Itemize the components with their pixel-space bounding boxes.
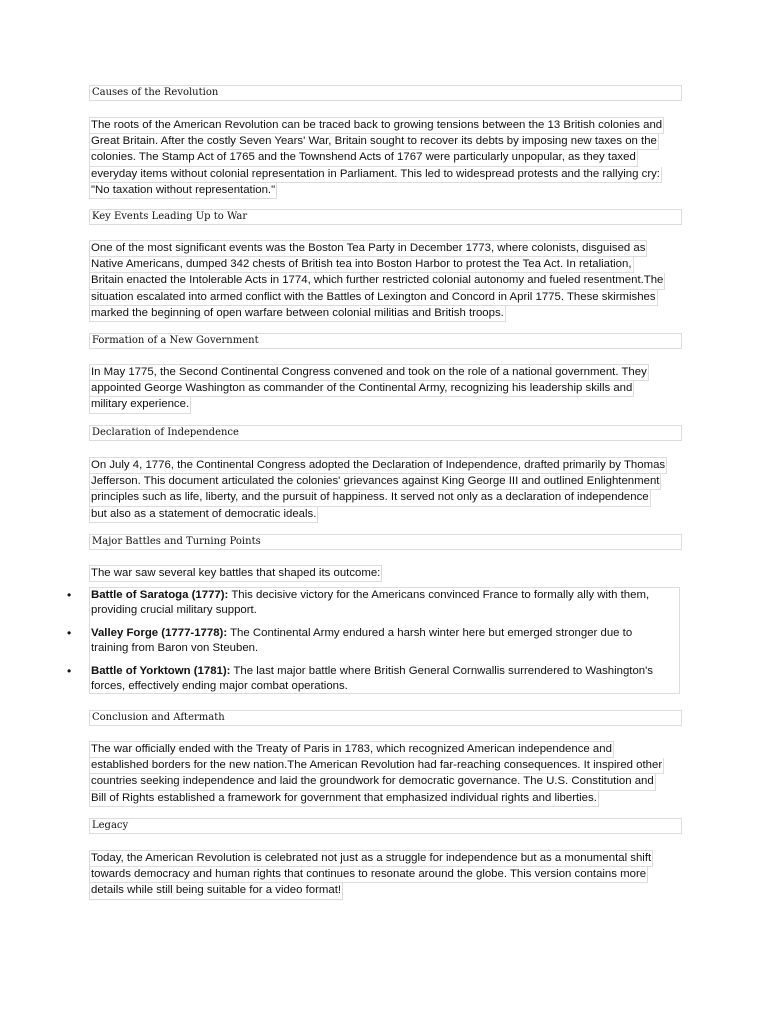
paragraph-line: but also as a statement of democratic ideals.	[89, 507, 318, 523]
paragraph-line: countries seeking independence and laid the groundwork for democratic governance. The U.S. Constitution and	[89, 774, 656, 790]
list-item-title: Battle of Saratoga (1777):	[91, 589, 229, 601]
paragraph-line: Jefferson. This document articulated the colonies' grievances against King George III and outlined Enlightenment	[89, 474, 661, 490]
list-item-title: Valley Forge (1777-1778):	[91, 627, 228, 639]
section-heading: Key Events Leading Up to War	[89, 209, 682, 225]
paragraph-line: Great Britain. After the costly Seven Years' War, Britain sought to recover its debts by imposing new taxes on the	[89, 134, 659, 150]
section-paragraph	[89, 457, 677, 523]
paragraph-line: principles such as life, liberty, and the pursuit of happiness. It served not only as a declaration of independence	[89, 490, 651, 506]
list-item-text: providing crucial military support.	[91, 604, 257, 617]
section-paragraph	[89, 741, 677, 807]
paragraph-line: In May 1775, the Second Continental Congress convened and took on the role of a national government. They	[89, 364, 649, 381]
list-item	[91, 626, 678, 656]
bullet-marker: •	[67, 626, 72, 640]
bullet-marker: •	[67, 588, 72, 602]
section-paragraph	[89, 850, 677, 900]
paragraph-line: Native Americans, dumped 342 chests of British tea into Boston Harbor to protest the Tea Act. In retaliation,	[89, 257, 634, 273]
paragraph-line: The war officially ended with the Treaty of Paris in 1783, which recognized American independence and	[89, 741, 614, 758]
section-heading: Declaration of Independence	[89, 425, 682, 441]
list-item	[91, 664, 678, 694]
section-heading: Conclusion and Aftermath	[89, 710, 682, 726]
paragraph-line: "No taxation without representation."	[89, 183, 277, 199]
list-item-text: forces, effectively ending major combat operations.	[91, 680, 348, 693]
section-heading: Legacy	[89, 818, 682, 834]
paragraph-line: military experience.	[89, 397, 191, 413]
paragraph-line: situation escalated into armed conflict with the Battles of Lexington and Concord in April 1775. These skirmishes	[89, 290, 658, 306]
bullet-marker: •	[67, 664, 72, 678]
section-paragraph	[89, 364, 677, 414]
list-item	[91, 588, 678, 618]
paragraph-line: appointed George Washington as commander of the Continental Army, recognizing his leadership skills and	[89, 381, 634, 397]
section-paragraph	[89, 240, 677, 322]
section-heading: Major Battles and Turning Points	[89, 534, 682, 550]
paragraph-line: towards democracy and human rights that continues to resonate around the globe. This version contains more	[89, 867, 648, 883]
list-item-text: The Continental Army endured a harsh winter here but emerged stronger due to	[227, 627, 633, 639]
paragraph-line: On July 4, 1776, the Continental Congress adopted the Declaration of Independence, drafted primarily by Thomas	[89, 457, 667, 474]
paragraph-line: everyday items without colonial representation in Parliament. This led to widespread protests and the rallying cry:	[89, 167, 662, 183]
paragraph-line: details while still being suitable for a video format!	[89, 883, 343, 899]
paragraph-line: One of the most significant events was the Boston Tea Party in December 1773, where colonists, disguised as	[89, 240, 647, 257]
paragraph-line: Britain enacted the Intolerable Acts in 1774, which further restricted colonial autonomy and fueled resentment.The	[89, 273, 665, 289]
paragraph-line: marked the beginning of open warfare between colonial militias and British troops.	[89, 306, 506, 322]
paragraph-line: established borders for the new nation.The American Revolution had far-reaching consequences. It inspired other	[89, 758, 664, 774]
paragraph-line: Today, the American Revolution is celebrated not just as a struggle for independence but as a monumental shift	[89, 850, 653, 867]
list-item-text: training from Baron von Steuben.	[91, 642, 259, 655]
section-paragraph	[89, 117, 677, 199]
paragraph-line: The roots of the American Revolution can be traced back to growing tensions between the 13 British colonies and	[89, 117, 664, 134]
list-item-text: This decisive victory for the Americans convinced France to formally ally with them,	[228, 589, 650, 601]
paragraph-line: colonies. The Stamp Act of 1765 and the Townshend Acts of 1767 were particularly unpopular, as they taxed	[89, 150, 638, 166]
list-item-text: The last major battle where British General Cornwallis surrendered to Washington's	[230, 665, 654, 677]
paragraph-line: The war saw several key battles that shaped its outcome:	[89, 565, 382, 582]
paragraph-line: Bill of Rights established a framework for government that emphasized individual rights and liberties.	[89, 791, 599, 807]
list-item-title: Battle of Yorktown (1781):	[91, 665, 231, 677]
section-heading: Causes of the Revolution	[89, 85, 682, 101]
section-paragraph	[89, 565, 677, 582]
section-heading: Formation of a New Government	[89, 333, 682, 349]
